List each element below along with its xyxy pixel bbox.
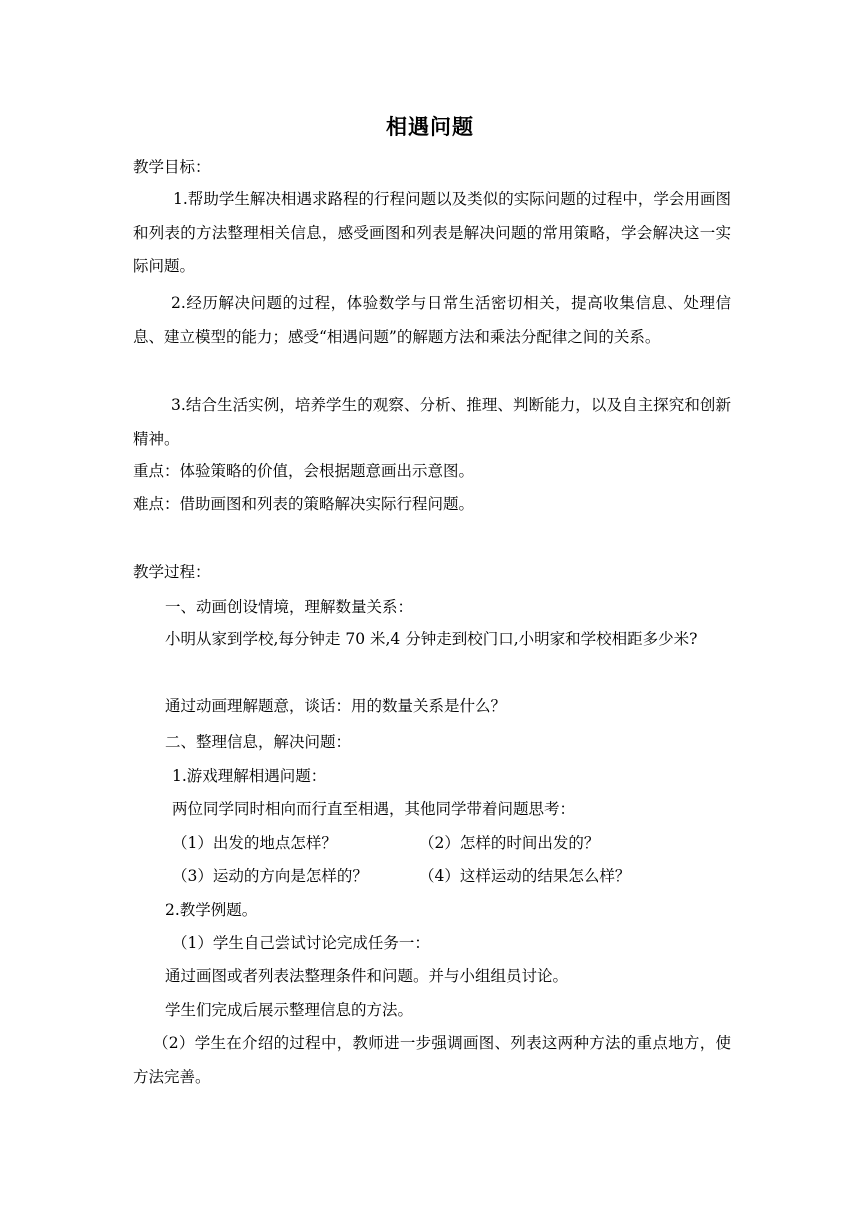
process-heading: 教学过程： — [133, 563, 211, 581]
goal-item-3: 3.结合生活实例，培养学生的观察、分析、推理、判断能力，以及自主探究和创新精神。 — [133, 396, 731, 448]
question-3: （3）运动的方向是怎样的？ — [172, 867, 368, 885]
game-title: 1.游戏理解相遇问题： — [172, 767, 327, 785]
goal-item-2: 2.经历解决问题的过程，体验数学与日常生活密切相关，提高收集信息、处理信息、建立模型的能力；感受“相遇问题”的解题方法和乘法分配律之间的关系。 — [133, 294, 731, 346]
page-title: 相遇问题 — [386, 115, 474, 139]
goal-item-1: 1.帮助学生解决相遇求路程的行程问题以及类似的实际问题的过程中，学会用画图和列表的方法整理相关信息，感受画图和列表是解决问题的常用策略，学会解决这一实际问题。 — [133, 190, 731, 275]
step-1-title: （1）学生自己尝试讨论完成任务一： — [172, 934, 430, 952]
section-2-title: 二、整理信息，解决问题： — [165, 733, 352, 751]
step-1-description: 通过画图或者列表法整理条件和问题。并与小组组员讨论。 — [165, 967, 569, 985]
section-1-problem: 小明从家到学校,每分钟走 70 米,4 分钟走到校门口,小明家和学校相距多少米? — [165, 630, 698, 648]
difficulty-point: 难点：借助画图和列表的策略解决实际行程问题。 — [133, 495, 475, 513]
key-point: 重点：体验策略的价值，会根据题意画出示意图。 — [133, 462, 475, 480]
section-1-discussion: 通过动画理解题意，谈话：用的数量关系是什么？ — [165, 697, 507, 715]
example-title: 2.教学例题。 — [165, 901, 258, 919]
game-description: 两位同学同时相向而行直至相遇，其他同学带着问题思考： — [172, 800, 576, 818]
goals-heading: 教学目标： — [133, 158, 211, 176]
question-4: （4）这样运动的结果怎么样？ — [419, 867, 631, 885]
question-1: （1）出发的地点怎样？ — [172, 834, 337, 852]
step-1-show: 学生们完成后展示整理信息的方法。 — [165, 1001, 414, 1019]
step-2: （2）学生在介绍的过程中，教师进一步强调画图、列表这两种方法的重点地方，使方法完善。 — [133, 1034, 731, 1086]
question-2: （2）怎样的时间出发的？ — [419, 834, 600, 852]
section-1-title: 一、动画创设情境，理解数量关系： — [165, 598, 414, 616]
